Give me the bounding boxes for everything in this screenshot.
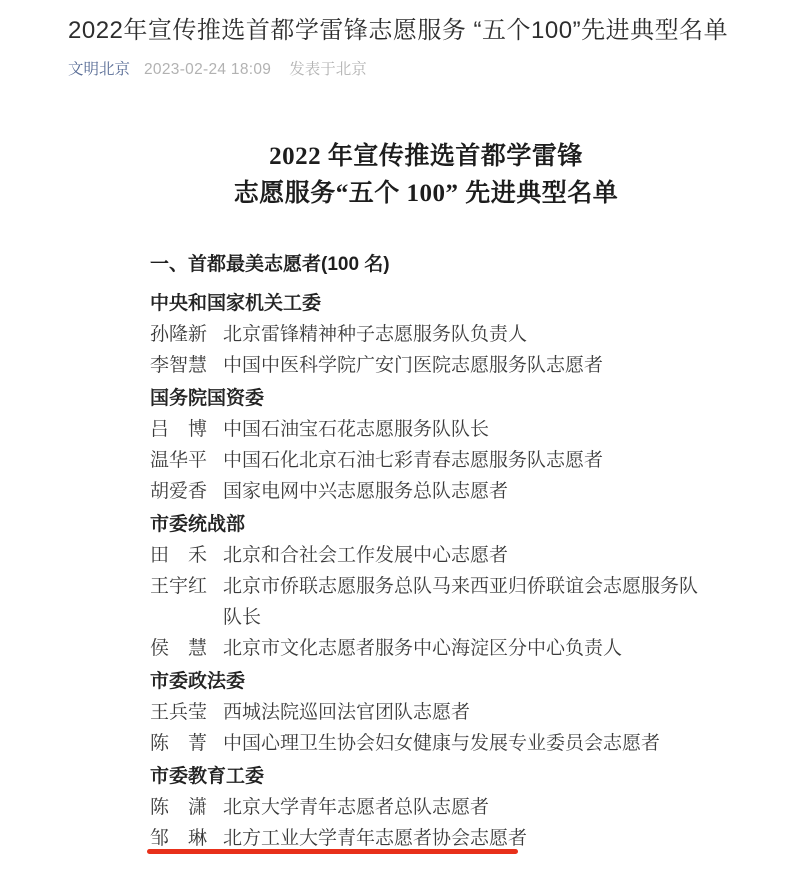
org-group [150,383,702,507]
publish-location: 发表于北京 [289,61,367,78]
entry-row [150,633,702,664]
section-heading: 一、首都最美志愿者(100 名) [150,254,390,275]
org-heading: 市委政法委 [150,671,246,692]
entry-row [150,792,702,823]
byline [68,59,729,80]
org-heading: 中央和国家机关工委 [150,293,322,314]
org-heading: 市委教育工委 [150,766,265,787]
entry-row [150,350,702,381]
entry-name: 王宇红 [150,576,208,597]
entry-row [150,540,702,571]
org-group [150,666,702,759]
org-group [150,761,702,854]
entry-row [150,697,702,728]
document-image[interactable] [150,138,702,854]
entry-affiliation: 中国石油宝石花志愿服务队队长 [223,419,490,440]
document-title [150,138,702,212]
entry-row [150,445,702,476]
article-header [0,0,789,80]
entry-row [150,728,702,759]
entry-name: 李智慧 [150,355,208,376]
red-underline-annotation [147,849,518,854]
entry-name: 侯 慧 [150,638,208,659]
entry-affiliation: 中国心理卫生协会妇女健康与发展专业委员会志愿者 [223,733,661,754]
entry-affiliation: 中国中医科学院广安门医院志愿服务队志愿者 [223,355,604,376]
entry-name: 邹 琳 [150,828,208,849]
entry-affiliation: 北京和合社会工作发展中心志愿者 [223,545,509,566]
org-group [150,509,702,664]
entry-affiliation: 国家电网中兴志愿服务总队志愿者 [223,481,509,502]
article-title: 2022年宣传推选首都学雷锋志愿服务 “五个100”先进典型名单 [68,17,729,44]
entry-name: 温华平 [150,450,208,471]
entry-name: 王兵莹 [150,702,208,723]
document-title-line2: 志愿服务“五个 100” 先进典型名单 [233,180,619,207]
entry-affiliation: 北京市文化志愿者服务中心海淀区分中心负责人 [223,638,623,659]
account-name-link[interactable]: 文明北京 [68,61,131,78]
entry-row [150,414,702,445]
doc-body [150,288,702,854]
entry-affiliation: 北京市侨联志愿服务总队马来西亚归侨联谊会志愿服务队队长 [223,576,699,628]
entry-name: 吕 博 [150,419,208,440]
org-heading: 国务院国资委 [150,388,265,409]
entry-affiliation: 北京大学青年志愿者总队志愿者 [223,797,490,818]
entry-row [150,823,702,854]
entry-affiliation: 中国石化北京石油七彩青春志愿服务队志愿者 [223,450,604,471]
entry-name: 胡爱香 [150,481,208,502]
publish-time: 2023-02-24 18:09 [144,61,272,78]
entry-affiliation: 北京雷锋精神种子志愿服务队负责人 [223,324,528,345]
entry-affiliation: 北方工业大学青年志愿者协会志愿者 [223,828,528,849]
entry-row [150,476,702,507]
org-heading: 市委统战部 [150,514,246,535]
entry-name: 田 禾 [150,545,208,566]
document-title-line1: 2022 年宣传推选首都学雷锋 [269,143,583,170]
entry-row [150,319,702,350]
entry-name: 陈 潇 [150,797,208,818]
org-group [150,288,702,381]
entry-row [150,571,702,633]
entry-affiliation: 西城法院巡回法官团队志愿者 [223,702,471,723]
entry-name: 陈 菁 [150,733,208,754]
entry-name: 孙隆新 [150,324,208,345]
